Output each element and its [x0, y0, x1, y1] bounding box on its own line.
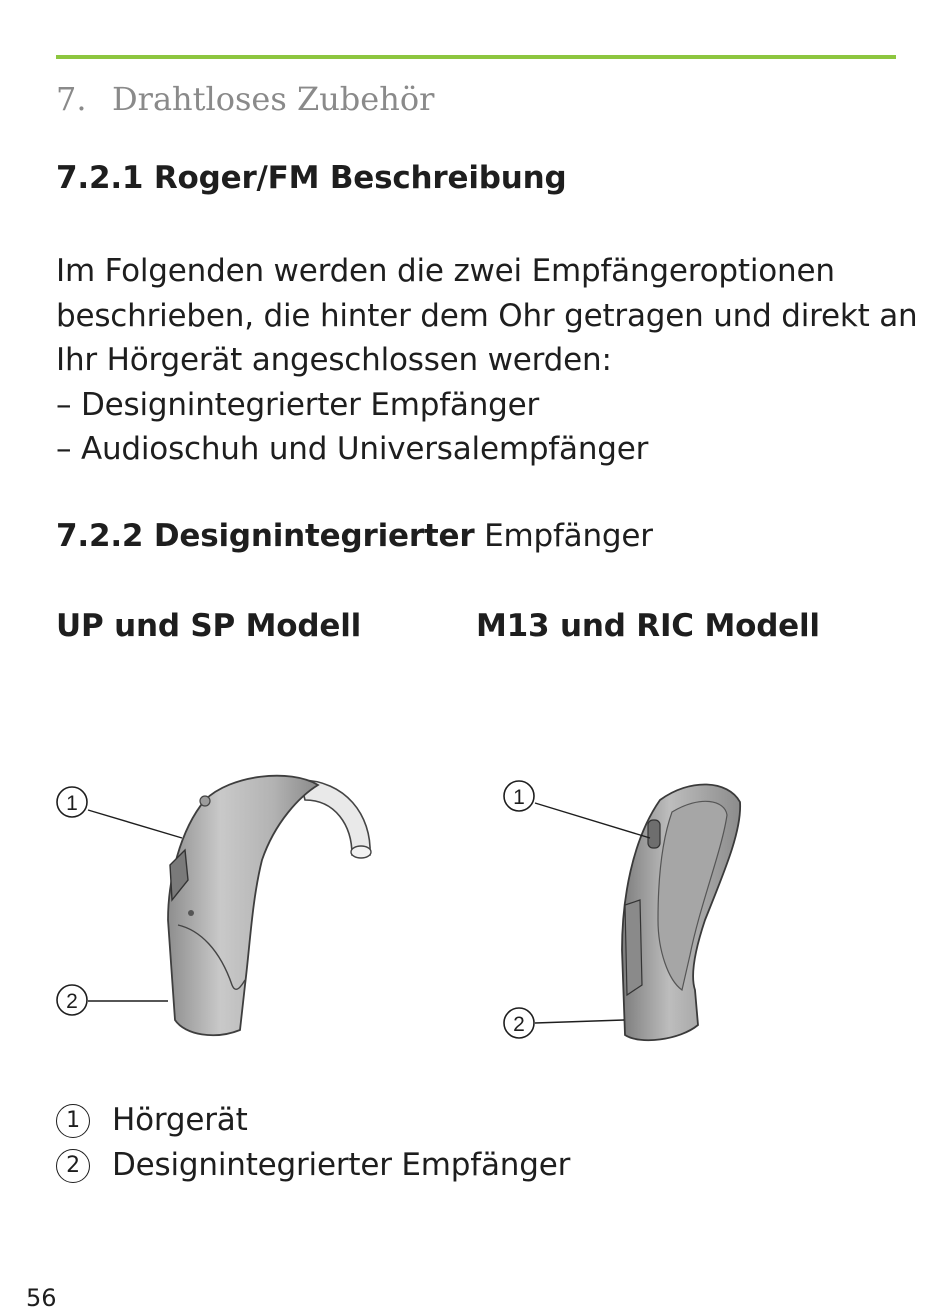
section-heading-722: [56, 518, 653, 554]
section-body-721: [56, 249, 917, 472]
callout-2-right: [504, 1008, 624, 1038]
legend-label: Hörgerät: [112, 1102, 248, 1138]
section-heading-721: 7.2.1 Roger/FM Beschreibung: [56, 160, 567, 196]
body-bullet: – Audioschuh und Universalempfänger: [56, 431, 649, 467]
tube-hook: [300, 780, 370, 855]
callout-number: 2: [513, 1013, 525, 1036]
model-label-m13-ric: M13 und RIC Modell: [476, 608, 820, 644]
figure-legend: [56, 1098, 570, 1188]
legend-item: [56, 1098, 570, 1143]
legend-item: [56, 1143, 570, 1188]
chapter-title: Drahtloses Zubehör: [112, 80, 435, 118]
ric-button: [648, 820, 660, 848]
heading-bold-part: 7.2.2 Designintegrierter: [56, 518, 475, 554]
header-accent-rule: [56, 55, 896, 59]
page-number: 56: [26, 1284, 57, 1312]
body-bullet: – Designintegrierter Empfänger: [56, 386, 540, 423]
button-dot: [188, 910, 194, 916]
tube-tip: [351, 846, 371, 858]
chapter-header: [56, 80, 434, 118]
callout-number: 1: [513, 786, 525, 809]
button-top: [200, 796, 210, 806]
heading-light-part: Empfänger: [474, 518, 653, 554]
legend-label: Designintegrierter Empfänger: [112, 1147, 571, 1183]
callout-number: 1: [66, 792, 78, 815]
m13-ric-hearing-aid-illustration: [622, 784, 740, 1040]
callout-2-left: [57, 985, 168, 1015]
device-body: [168, 776, 318, 1036]
callout-1-right: [504, 781, 650, 838]
callout-number: 2: [66, 990, 78, 1013]
chapter-number: 7.: [56, 80, 87, 118]
hearing-aid-figure: [0, 700, 950, 1100]
legend-number: 1: [56, 1104, 90, 1138]
body-line: Im Folgenden werden die zwei Empfängeroptionen: [56, 253, 835, 289]
up-sp-hearing-aid-illustration: [168, 776, 371, 1036]
body-line: beschrieben, die hinter dem Ohr getragen und direkt an: [56, 297, 918, 334]
ric-receiver-panel: [625, 900, 642, 995]
legend-number: 2: [56, 1149, 90, 1183]
callout-1-left: [57, 787, 182, 838]
model-label-up-sp: UP und SP Modell: [56, 608, 362, 644]
body-line: Ihr Hörgerät angeschlossen werden:: [56, 342, 612, 378]
